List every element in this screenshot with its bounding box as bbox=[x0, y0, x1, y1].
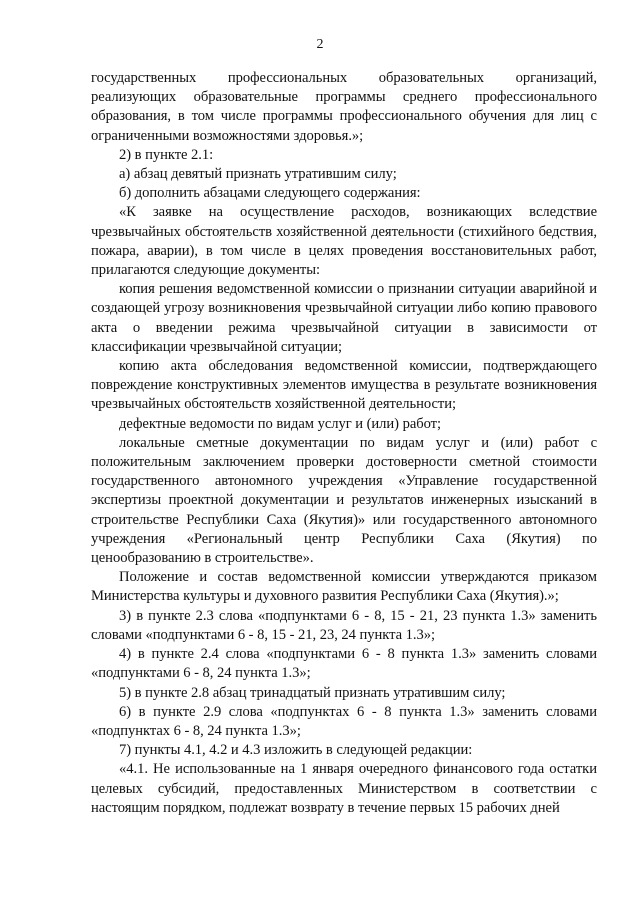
paragraph-5: «К заявке на осуществление расходов, возникающих вследствие чрезвычайных обстоятельств хозяйственной деятельности (стихийного бедствия, пожара, аварии), в том числе в целях проведения восстановительных работ, прилагаются следующие документы: bbox=[91, 204, 597, 279]
document-body bbox=[91, 69, 597, 818]
paragraph-11: 3) в пункте 2.3 слова «подпунктами 6 - 8, 15 - 21, 23 пункта 1.3» заменить словами «подпунктами 6 - 8, 15 - 21, 23, 24 пункта 1.3»; bbox=[91, 607, 597, 643]
paragraph-4: б) дополнить абзацами следующего содержания: bbox=[119, 185, 421, 202]
paragraph-1: государственных профессиональных образовательных организаций, реализующих образовательные программы среднего профессионального образования, в том числе программы профессионального обучения для лиц с ограниченными возможностями здоровья.»; bbox=[91, 70, 597, 144]
paragraph-12: 4) в пункте 2.4 слова «подпунктами 6 - 8 пункта 1.3» заменить словами «подпунктами 6 - 8, 24 пункта 1.3»; bbox=[91, 646, 597, 682]
paragraph-3: а) абзац девятый признать утратившим силу; bbox=[119, 166, 397, 183]
paragraph-10: Положение и состав ведомственной комиссии утверждаются приказом Министерства культуры и духовного развития Республики Саха (Якутия).»; bbox=[91, 569, 597, 605]
paragraph-16: «4.1. Не использованные на 1 января очередного финансового года остатки целевых субсидий, предоставленных Министерством в соответствии с настоящим порядком, подлежат возврату в течение первых 15 рабочих дней bbox=[91, 761, 597, 816]
paragraph-2: 2) в пункте 2.1: bbox=[119, 146, 214, 163]
paragraph-13: 5) в пункте 2.8 абзац тринадцатый признать утратившим силу; bbox=[119, 684, 506, 701]
page-number: 2 bbox=[316, 37, 324, 52]
paragraph-15: 7) пункты 4.1, 4.2 и 4.3 изложить в следующей редакции: bbox=[119, 742, 473, 759]
paragraph-8: дефектные ведомости по видам услуг и (или) работ; bbox=[119, 415, 442, 432]
paragraph-6: копия решения ведомственной комиссии о признании ситуации аварийной и создающей угрозу возникновения чрезвычайной ситуации либо копию правового акта о введении режима чрезвычайной ситуации в зависимости от классификации чрезвычайной ситуации; bbox=[91, 281, 597, 355]
paragraph-9: локальные сметные документации по видам услуг и (или) работ с положительным заключением проверки достоверности сметной стоимости государственного автономного учреждения «Управление государственной экспертизы проектной документации и результатов инженерных изысканий в строительстве Республики Саха (Якутия)» или государственного автономного учреждения «Региональный центр Республики Саха (Якутия) по ценообразованию в строительстве». bbox=[91, 434, 597, 567]
paragraph-7: копию акта обследования ведомственной комиссии, подтверждающего повреждение конструктивных элементов имущества в результате возникновения чрезвычайных обстоятельств хозяйственной деятельности; bbox=[91, 358, 597, 413]
paragraph-14: 6) в пункте 2.9 слова «подпунктах 6 - 8 пункта 1.3» заменить словами «подпунктах 6 - 8, 24 пункта 1.3»; bbox=[91, 703, 597, 739]
